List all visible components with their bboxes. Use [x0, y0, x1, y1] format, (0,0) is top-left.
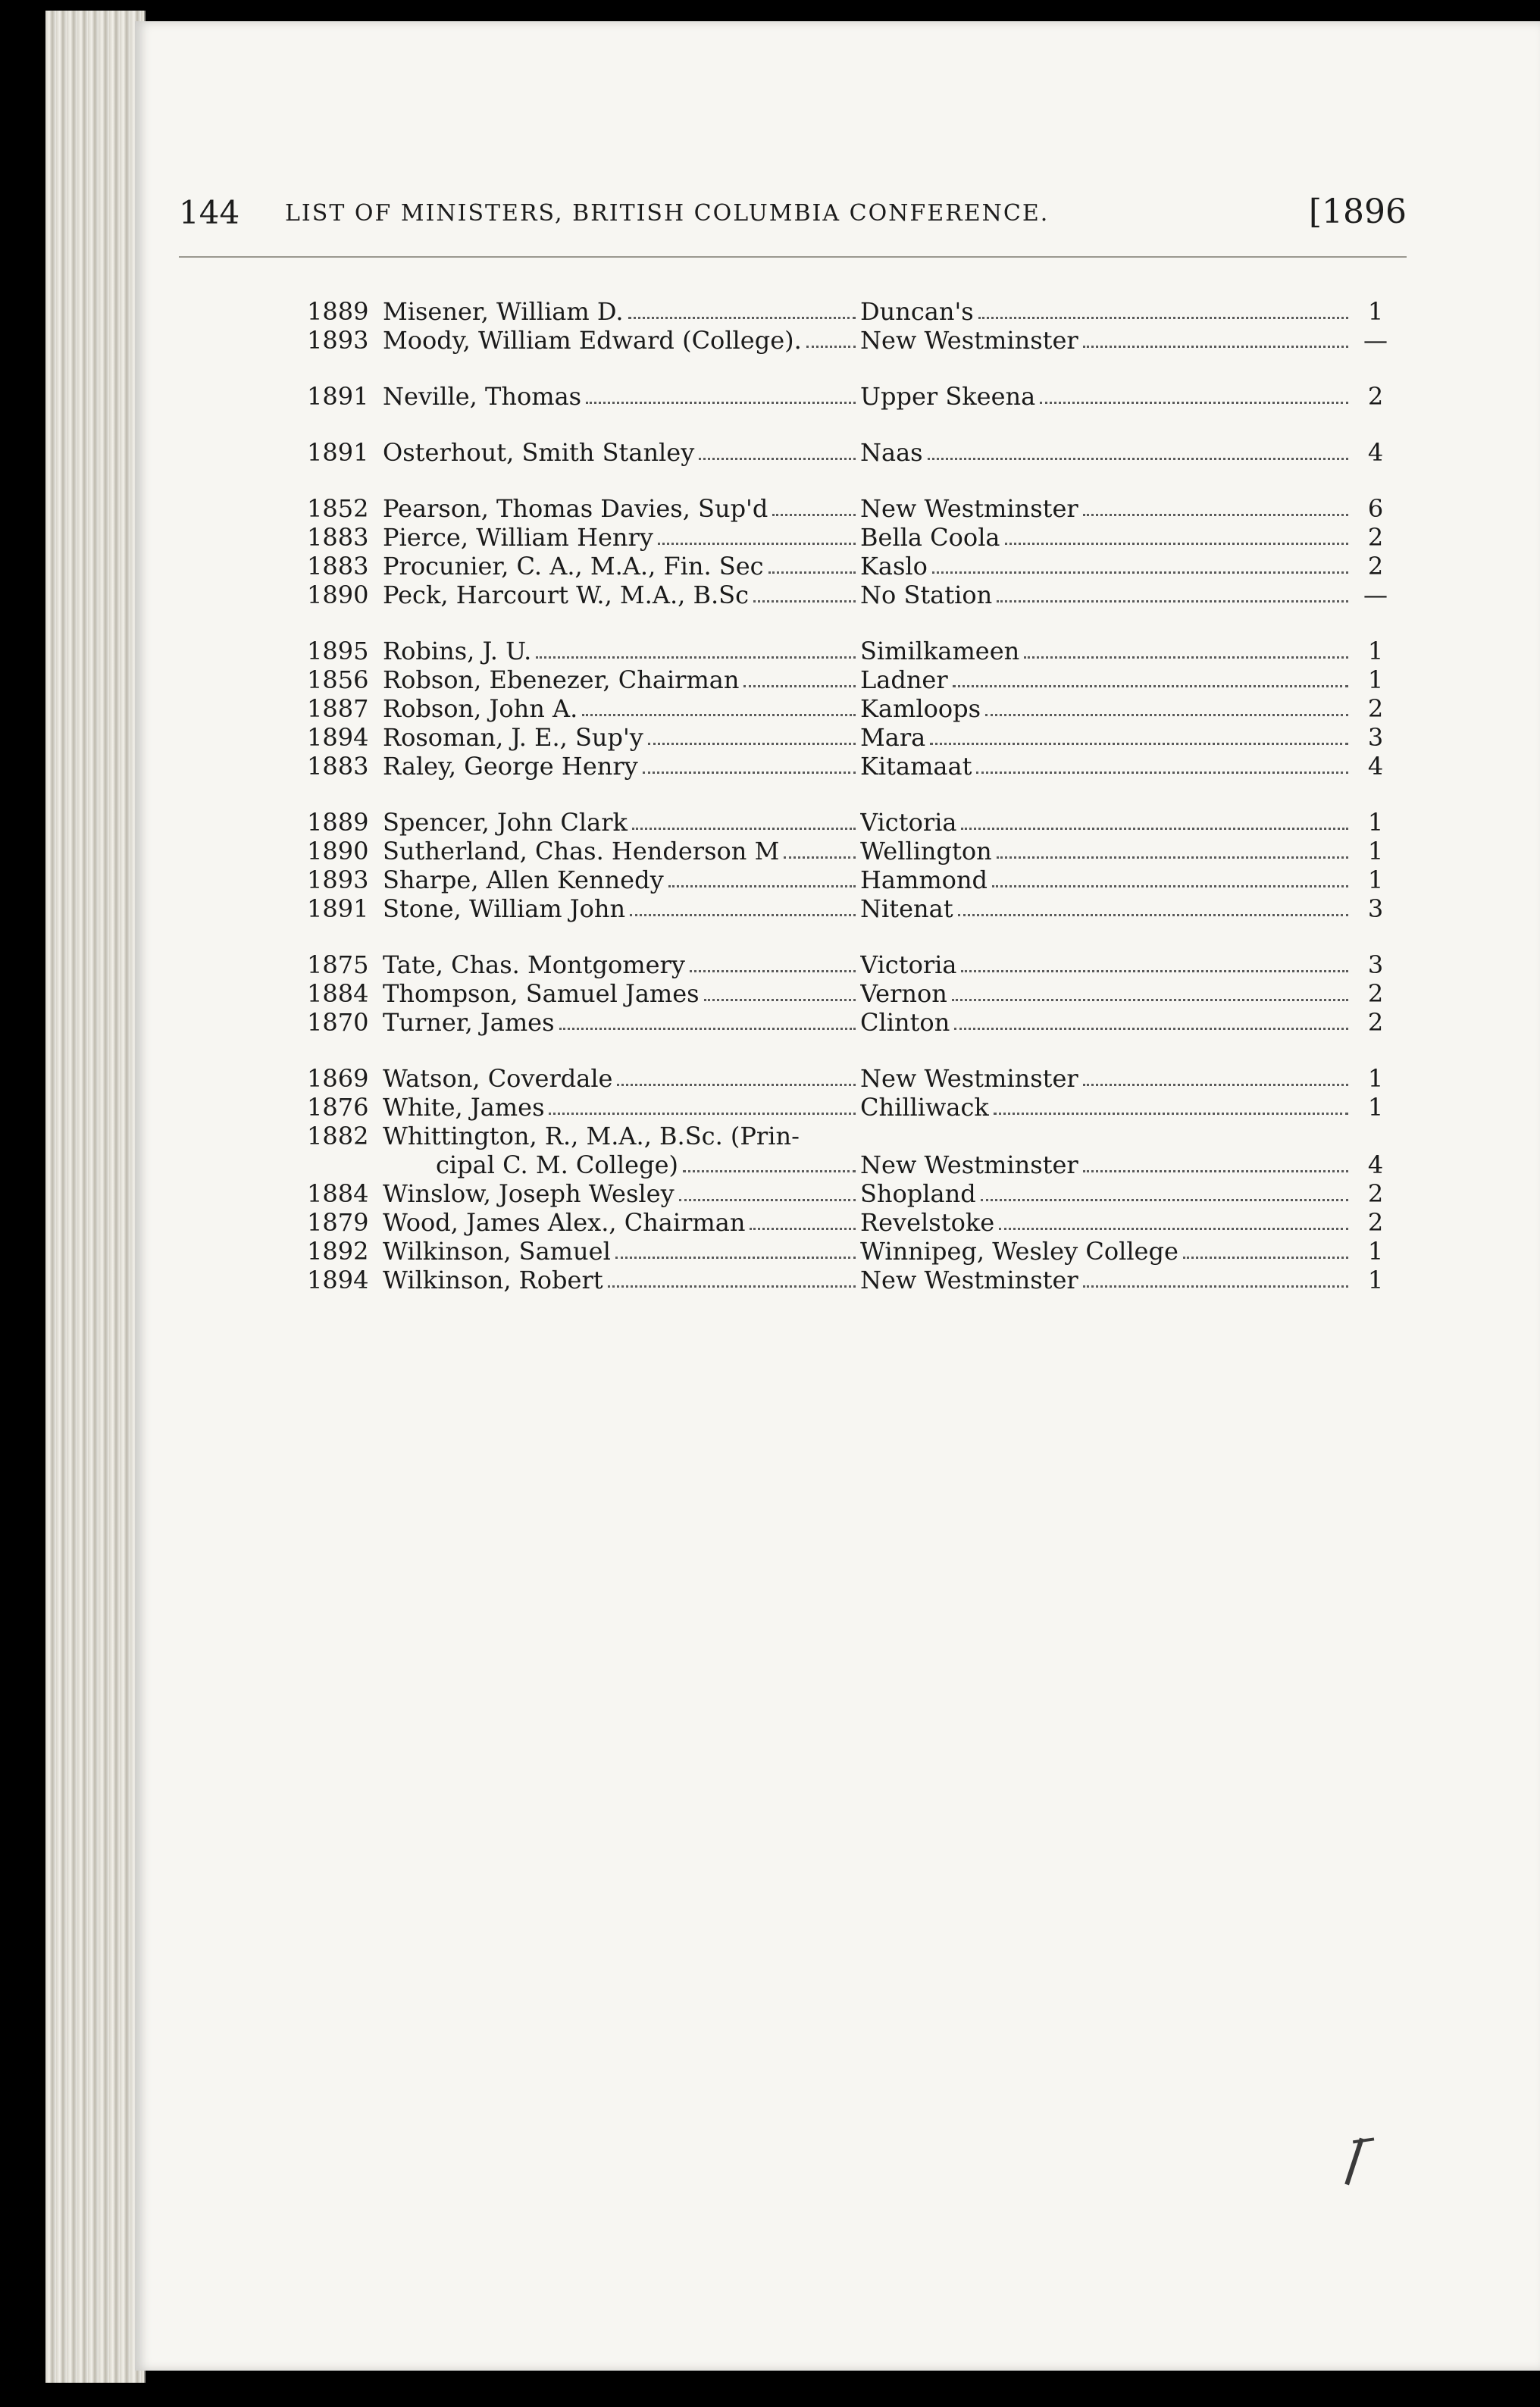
station-name: Hammond — [860, 865, 988, 894]
minister-row — [307, 694, 1398, 723]
entry-year: 1852 — [307, 494, 369, 523]
dot-leader — [628, 317, 856, 319]
minister-name: Moody, William Edward (College). — [383, 326, 802, 355]
entry-year: 1856 — [307, 665, 369, 694]
minister-row — [307, 1122, 1398, 1150]
station-name: New Westminster — [860, 494, 1078, 523]
years-on-station: 2 — [1367, 523, 1384, 552]
dot-leader — [1083, 514, 1348, 516]
entry-year: 1887 — [307, 694, 369, 723]
dot-leader — [932, 571, 1348, 574]
station-name: Victoria — [860, 808, 957, 837]
dot-leader — [643, 772, 856, 774]
minister-name: Neville, Thomas — [383, 382, 582, 411]
station-name: Naas — [860, 438, 923, 467]
entry-year: 1870 — [307, 1008, 369, 1037]
entry-year: 1893 — [307, 865, 369, 894]
dot-leader — [704, 999, 856, 1001]
dot-leader — [768, 571, 856, 574]
years-on-station: 4 — [1367, 752, 1384, 781]
station-name: Clinton — [860, 1008, 950, 1037]
years-on-station: 2 — [1367, 694, 1384, 723]
station-name: Kitamaat — [860, 752, 972, 781]
dot-leader — [630, 914, 856, 916]
dot-leader — [679, 1199, 856, 1201]
entry-group — [307, 297, 1398, 355]
entry-year: 1889 — [307, 808, 369, 837]
dot-leader — [954, 1028, 1348, 1030]
dot-leader — [699, 458, 856, 460]
minister-name: Winslow, Joseph Wesley — [383, 1179, 675, 1208]
dot-leader — [1083, 1285, 1348, 1288]
dot-leader — [1183, 1257, 1348, 1259]
dot-leader — [928, 458, 1348, 460]
minister-name: Robins, J. U. — [383, 637, 532, 665]
entry-year: 1882 — [307, 1122, 369, 1150]
years-on-station: — — [1363, 581, 1388, 609]
minister-name-continuation: cipal C. M. College) — [436, 1150, 678, 1179]
entry-group — [307, 808, 1398, 923]
dot-leader — [753, 600, 856, 603]
minister-row — [307, 837, 1398, 865]
minister-row — [307, 581, 1398, 609]
years-on-station: 1 — [1367, 637, 1384, 665]
dot-leader — [772, 514, 856, 516]
years-on-station: 1 — [1367, 297, 1384, 326]
entry-year: 1892 — [307, 1237, 369, 1266]
years-on-station: 2 — [1367, 1208, 1384, 1237]
minister-row — [307, 894, 1398, 923]
entry-year: 1884 — [307, 1179, 369, 1208]
minister-row — [307, 1179, 1398, 1208]
years-on-station: 1 — [1367, 837, 1384, 865]
minister-row — [307, 1208, 1398, 1237]
minister-name: Misener, William D. — [383, 297, 624, 326]
dot-leader — [806, 346, 856, 348]
entry-year: 1883 — [307, 523, 369, 552]
entry-year: 1893 — [307, 326, 369, 355]
entry-group — [307, 950, 1398, 1037]
dot-leader — [994, 1113, 1348, 1115]
years-on-station: 6 — [1367, 494, 1384, 523]
minister-name: Pierce, William Henry — [383, 523, 653, 552]
minister-name: Watson, Coverdale — [383, 1064, 613, 1093]
years-on-station: 1 — [1367, 1064, 1384, 1093]
minister-name: Peck, Harcourt W., M.A., B.Sc — [383, 581, 749, 609]
years-on-station: 3 — [1367, 894, 1384, 923]
years-on-station: — — [1363, 326, 1388, 355]
entry-year: 1895 — [307, 637, 369, 665]
entry-year: 1884 — [307, 979, 369, 1008]
minister-name: Sutherland, Chas. Henderson M — [383, 837, 780, 865]
dot-leader — [586, 402, 856, 404]
station-name: Vernon — [860, 979, 947, 1008]
minister-name: Robson, Ebenezer, Chairman — [383, 665, 740, 694]
dot-leader — [981, 1199, 1348, 1201]
station-name: Victoria — [860, 950, 957, 979]
minister-row — [307, 1266, 1398, 1294]
minister-row — [307, 523, 1398, 552]
minister-row-continuation — [307, 1150, 1398, 1179]
dot-leader — [997, 600, 1348, 603]
book-spine-edge — [45, 11, 146, 2383]
header-rule — [179, 256, 1407, 258]
station-name: New Westminster — [860, 1266, 1078, 1294]
station-name: Wellington — [860, 837, 992, 865]
dot-leader — [668, 885, 856, 887]
station-name: New Westminster — [860, 326, 1078, 355]
dot-leader — [750, 1228, 856, 1230]
dot-leader — [615, 1257, 856, 1259]
station-name: Similkameen — [860, 637, 1020, 665]
entry-year: 1889 — [307, 297, 369, 326]
station-name: Winnipeg, Wesley College — [860, 1237, 1178, 1266]
page-header — [179, 180, 1407, 241]
dot-leader — [617, 1084, 856, 1086]
years-on-station: 1 — [1367, 1093, 1384, 1122]
entry-year: 1891 — [307, 894, 369, 923]
dot-leader — [559, 1028, 856, 1030]
dot-leader — [997, 856, 1348, 859]
station-name: New Westminster — [860, 1064, 1078, 1093]
years-on-station: 1 — [1367, 665, 1384, 694]
minister-row — [307, 723, 1398, 752]
minister-name: Osterhout, Smith Stanley — [383, 438, 695, 467]
minister-row — [307, 752, 1398, 781]
minister-name: White, James — [383, 1093, 545, 1122]
years-on-station: 4 — [1367, 1150, 1384, 1179]
dot-leader — [999, 1228, 1348, 1230]
dot-leader — [683, 1170, 856, 1172]
station-name: Mara — [860, 723, 926, 752]
minister-row — [307, 865, 1398, 894]
minister-name: Stone, William John — [383, 894, 626, 923]
minister-row — [307, 637, 1398, 665]
entry-year: 1891 — [307, 438, 369, 467]
dot-leader — [976, 772, 1348, 774]
entry-year: 1876 — [307, 1093, 369, 1122]
station-name: Revelstoke — [860, 1208, 995, 1237]
minister-name: Thompson, Samuel James — [383, 979, 700, 1008]
header-year: [1896 — [1308, 192, 1407, 231]
entry-year: 1894 — [307, 723, 369, 752]
dot-leader — [690, 970, 856, 972]
page-number: 144 — [179, 194, 240, 231]
years-on-station: 2 — [1367, 1179, 1384, 1208]
minister-name: Turner, James — [383, 1008, 555, 1037]
entry-group — [307, 494, 1398, 609]
station-name: Bella Coola — [860, 523, 1000, 552]
dot-leader — [648, 743, 856, 745]
entry-group — [307, 438, 1398, 467]
dot-leader — [1040, 402, 1348, 404]
dot-leader — [549, 1113, 856, 1115]
station-name: Nitenat — [860, 894, 953, 923]
dot-leader — [1024, 656, 1348, 659]
dot-leader — [743, 685, 856, 687]
years-on-station: 3 — [1367, 723, 1384, 752]
dot-leader — [784, 856, 856, 859]
minister-row — [307, 1064, 1398, 1093]
dot-leader — [1083, 1084, 1348, 1086]
minister-name: Robson, John A. — [383, 694, 578, 723]
dot-leader — [985, 714, 1348, 716]
years-on-station: 1 — [1367, 808, 1384, 837]
minister-name: Spencer, John Clark — [383, 808, 628, 837]
minister-name: Wilkinson, Samuel — [383, 1237, 611, 1266]
entry-year: 1890 — [307, 837, 369, 865]
minister-row — [307, 1008, 1398, 1037]
minister-name: Procunier, C. A., M.A., Fin. Sec — [383, 552, 764, 581]
dot-leader — [536, 656, 856, 659]
entry-year: 1879 — [307, 1208, 369, 1237]
entry-year: 1894 — [307, 1266, 369, 1294]
station-name: Upper Skeena — [860, 382, 1036, 411]
station-name: Kamloops — [860, 694, 981, 723]
entry-group — [307, 637, 1398, 781]
years-on-station: 4 — [1367, 438, 1384, 467]
dot-leader — [1005, 543, 1349, 545]
years-on-station: 3 — [1367, 950, 1384, 979]
dot-leader — [958, 914, 1348, 916]
minister-row — [307, 808, 1398, 837]
ministers-list — [307, 297, 1398, 1322]
minister-row — [307, 326, 1398, 355]
dot-leader — [930, 743, 1348, 745]
minister-row — [307, 494, 1398, 523]
minister-row — [307, 1237, 1398, 1266]
entry-group — [307, 382, 1398, 411]
dot-leader — [608, 1285, 856, 1288]
minister-name: Whittington, R., M.A., B.Sc. (Prin- — [383, 1122, 800, 1150]
minister-name: Raley, George Henry — [383, 752, 638, 781]
dot-leader — [961, 970, 1348, 972]
dot-leader — [992, 885, 1348, 887]
dot-leader — [978, 317, 1348, 319]
minister-row — [307, 297, 1398, 326]
station-name: New Westminster — [860, 1150, 1078, 1179]
years-on-station: 2 — [1367, 979, 1384, 1008]
years-on-station: 2 — [1367, 382, 1384, 411]
minister-name: Wilkinson, Robert — [383, 1266, 603, 1294]
entry-year: 1875 — [307, 950, 369, 979]
entry-year: 1883 — [307, 752, 369, 781]
dot-leader — [658, 543, 856, 545]
minister-name: Pearson, Thomas Davies, Sup'd — [383, 494, 768, 523]
entry-year: 1869 — [307, 1064, 369, 1093]
minister-row — [307, 665, 1398, 694]
station-name: Kaslo — [860, 552, 928, 581]
station-name: Shopland — [860, 1179, 976, 1208]
years-on-station: 1 — [1367, 1237, 1384, 1266]
dot-leader — [582, 714, 856, 716]
station-name: Ladner — [860, 665, 948, 694]
entry-year: 1891 — [307, 382, 369, 411]
minister-row — [307, 438, 1398, 467]
entry-group — [307, 1064, 1398, 1294]
minister-row — [307, 552, 1398, 581]
minister-row — [307, 950, 1398, 979]
minister-name: Sharpe, Allen Kennedy — [383, 865, 664, 894]
entry-year: 1883 — [307, 552, 369, 581]
entry-year: 1890 — [307, 581, 369, 609]
minister-row — [307, 1093, 1398, 1122]
minister-row — [307, 979, 1398, 1008]
minister-name: Tate, Chas. Montgomery — [383, 950, 685, 979]
dot-leader — [1083, 346, 1348, 348]
years-on-station: 2 — [1367, 552, 1384, 581]
dot-leader — [953, 685, 1348, 687]
years-on-station: 2 — [1367, 1008, 1384, 1037]
station-name: Duncan's — [860, 297, 974, 326]
dot-leader — [952, 999, 1348, 1001]
dot-leader — [632, 828, 856, 830]
station-name: Chilliwack — [860, 1093, 989, 1122]
minister-row — [307, 382, 1398, 411]
minister-name: Wood, James Alex., Chairman — [383, 1208, 746, 1237]
dot-leader — [1083, 1170, 1348, 1172]
running-title: LIST OF MINISTERS, BRITISH COLUMBIA CONFERENCE. — [285, 200, 1050, 227]
years-on-station: 1 — [1367, 1266, 1384, 1294]
dot-leader — [961, 828, 1348, 830]
years-on-station: 1 — [1367, 865, 1384, 894]
station-name: No Station — [860, 581, 993, 609]
minister-name: Rosoman, J. E., Sup'y — [383, 723, 643, 752]
